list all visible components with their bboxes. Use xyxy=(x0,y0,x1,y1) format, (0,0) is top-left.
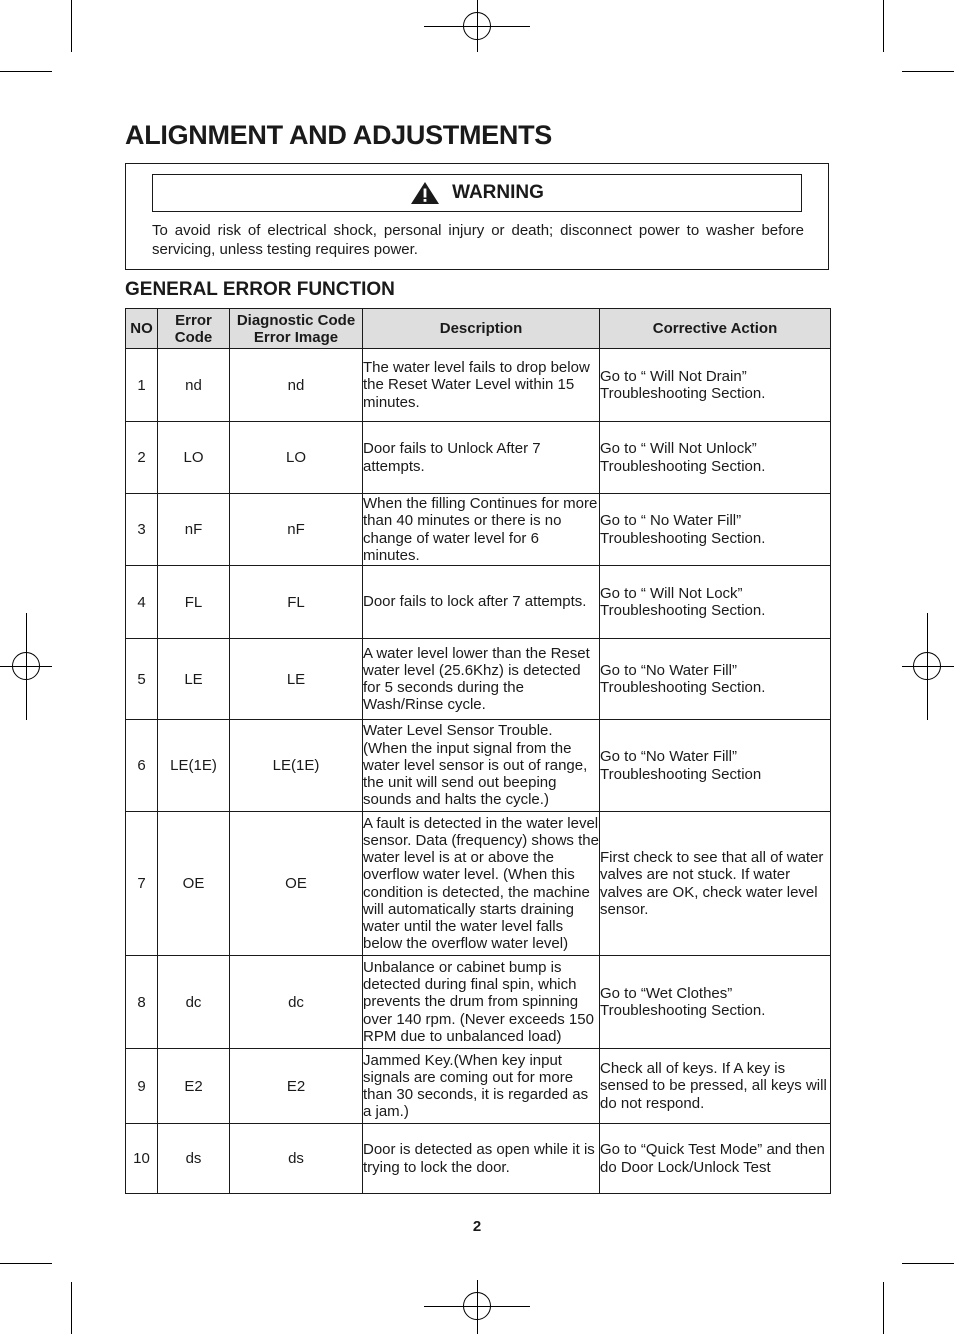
cell-no: 5 xyxy=(126,639,158,720)
table-row xyxy=(126,720,831,812)
table-row xyxy=(126,639,831,720)
cell-diagnostic-image: LE xyxy=(230,639,363,720)
cell-description: Door is detected as open while it is trying to lock the door. xyxy=(363,1124,600,1194)
cell-error-code: nd xyxy=(158,349,230,422)
cell-corrective-action: Go to “Wet Clothes” Troubleshooting Section. xyxy=(600,956,831,1049)
cell-error-code: FL xyxy=(158,566,230,639)
table-row xyxy=(126,956,831,1049)
page-number: 2 xyxy=(472,1218,482,1235)
cell-no: 9 xyxy=(126,1049,158,1124)
cell-no: 7 xyxy=(126,812,158,956)
table-row xyxy=(126,566,831,639)
cell-diagnostic-image: dc xyxy=(230,956,363,1049)
cell-no: 1 xyxy=(126,349,158,422)
cell-error-code: nF xyxy=(158,494,230,566)
cell-diagnostic-image: LE(1E) xyxy=(230,720,363,812)
cell-corrective-action: First check to see that all of water valves are not stuck. If water valves are OK, check water level sensor. xyxy=(600,812,831,956)
cell-corrective-action: Go to “No Water Fill” Troubleshooting Section. xyxy=(600,639,831,720)
header-no: NO xyxy=(126,309,158,349)
warning-text: To avoid risk of electrical shock, personal injury or death; disconnect power to washer before servicing, unless testing requires power. xyxy=(152,222,804,258)
warning-triangle-icon xyxy=(410,181,440,205)
cell-error-code: E2 xyxy=(158,1049,230,1124)
registration-circle xyxy=(12,652,40,680)
registration-circle xyxy=(463,12,491,40)
table-header-row xyxy=(126,309,831,349)
crop-mark xyxy=(0,1263,52,1264)
cell-no: 6 xyxy=(126,720,158,812)
cell-no: 2 xyxy=(126,422,158,494)
cell-diagnostic-image: E2 xyxy=(230,1049,363,1124)
cell-description: Door fails to Unlock After 7 attempts. xyxy=(363,422,600,494)
cell-description: Unbalance or cabinet bump is detected during final spin, which prevents the drum from spinning over 140 rpm. (Never exceeds 150 RPM due to unbalanced load) xyxy=(363,956,600,1049)
cell-corrective-action: Go to “ Will Not Unlock” Troubleshooting Section. xyxy=(600,422,831,494)
cell-corrective-action: Go to “ Will Not Lock” Troubleshooting Section. xyxy=(600,566,831,639)
header-diagnostic-image: Diagnostic Code Error Image xyxy=(230,309,363,349)
table-row xyxy=(126,1124,831,1194)
table-row xyxy=(126,812,831,956)
cell-error-code: LO xyxy=(158,422,230,494)
cell-corrective-action: Go to “ No Water Fill” Troubleshooting Section. xyxy=(600,494,831,566)
cell-error-code: ds xyxy=(158,1124,230,1194)
header-corrective-action: Corrective Action xyxy=(600,309,831,349)
registration-circle xyxy=(463,1292,491,1320)
table-row xyxy=(126,349,831,422)
crop-mark xyxy=(902,1263,954,1264)
cell-description: Door fails to lock after 7 attempts. xyxy=(363,566,600,639)
page-title: ALIGNMENT AND ADJUSTMENTS xyxy=(125,120,552,150)
header-error-code: Error Code xyxy=(158,309,230,349)
cell-error-code: LE(1E) xyxy=(158,720,230,812)
warning-title: WARNING xyxy=(452,182,544,203)
table-row xyxy=(126,422,831,494)
cell-diagnostic-image: nd xyxy=(230,349,363,422)
table-row xyxy=(126,494,831,566)
cell-error-code: OE xyxy=(158,812,230,956)
cell-description: The water level fails to drop below the Reset Water Level within 15 minutes. xyxy=(363,349,600,422)
cell-diagnostic-image: LO xyxy=(230,422,363,494)
cell-corrective-action: Check all of keys. If A key is sensed to be pressed, all keys will do not respond. xyxy=(600,1049,831,1124)
error-table xyxy=(125,308,831,1194)
cell-no: 10 xyxy=(126,1124,158,1194)
section-title: GENERAL ERROR FUNCTION xyxy=(125,279,395,300)
cell-diagnostic-image: OE xyxy=(230,812,363,956)
cell-corrective-action: Go to “Quick Test Mode” and then do Door Lock/Unlock Test xyxy=(600,1124,831,1194)
cell-error-code: LE xyxy=(158,639,230,720)
cell-error-code: dc xyxy=(158,956,230,1049)
cell-no: 3 xyxy=(126,494,158,566)
crop-mark xyxy=(0,71,52,72)
crop-mark xyxy=(883,1282,884,1334)
cell-diagnostic-image: nF xyxy=(230,494,363,566)
cell-corrective-action: Go to “ Will Not Drain” Troubleshooting Section. xyxy=(600,349,831,422)
warning-box xyxy=(125,163,829,270)
cell-description: Water Level Sensor Trouble. (When the input signal from the water level sensor is out of range, the unit will send out beeping sounds and halts the cycle.) xyxy=(363,720,600,812)
warning-header xyxy=(152,174,802,212)
cell-description: Jammed Key.(When key input signals are coming out for more than 30 seconds, it is regarded as a jam.) xyxy=(363,1049,600,1124)
crop-mark xyxy=(902,71,954,72)
crop-mark xyxy=(71,0,72,52)
crop-mark xyxy=(71,1282,72,1334)
cell-description: When the filling Continues for more than 40 minutes or there is no change of water level for 6 minutes. xyxy=(363,494,600,566)
cell-diagnostic-image: ds xyxy=(230,1124,363,1194)
cell-corrective-action: Go to “No Water Fill” Troubleshooting Section xyxy=(600,720,831,812)
cell-no: 8 xyxy=(126,956,158,1049)
header-description: Description xyxy=(363,309,600,349)
cell-description: A water level lower than the Reset water level (25.6Khz) is detected for 5 seconds during the Wash/Rinse cycle. xyxy=(363,639,600,720)
cell-diagnostic-image: FL xyxy=(230,566,363,639)
table-row xyxy=(126,1049,831,1124)
crop-mark xyxy=(883,0,884,52)
cell-no: 4 xyxy=(126,566,158,639)
registration-circle xyxy=(913,652,941,680)
cell-description: A fault is detected in the water level sensor. Data (frequency) shows the water level is at or above the overflow water level. (When this condition is detected, the machine will automatically starts draining water until the water level falls below the overflow water level) xyxy=(363,812,600,956)
